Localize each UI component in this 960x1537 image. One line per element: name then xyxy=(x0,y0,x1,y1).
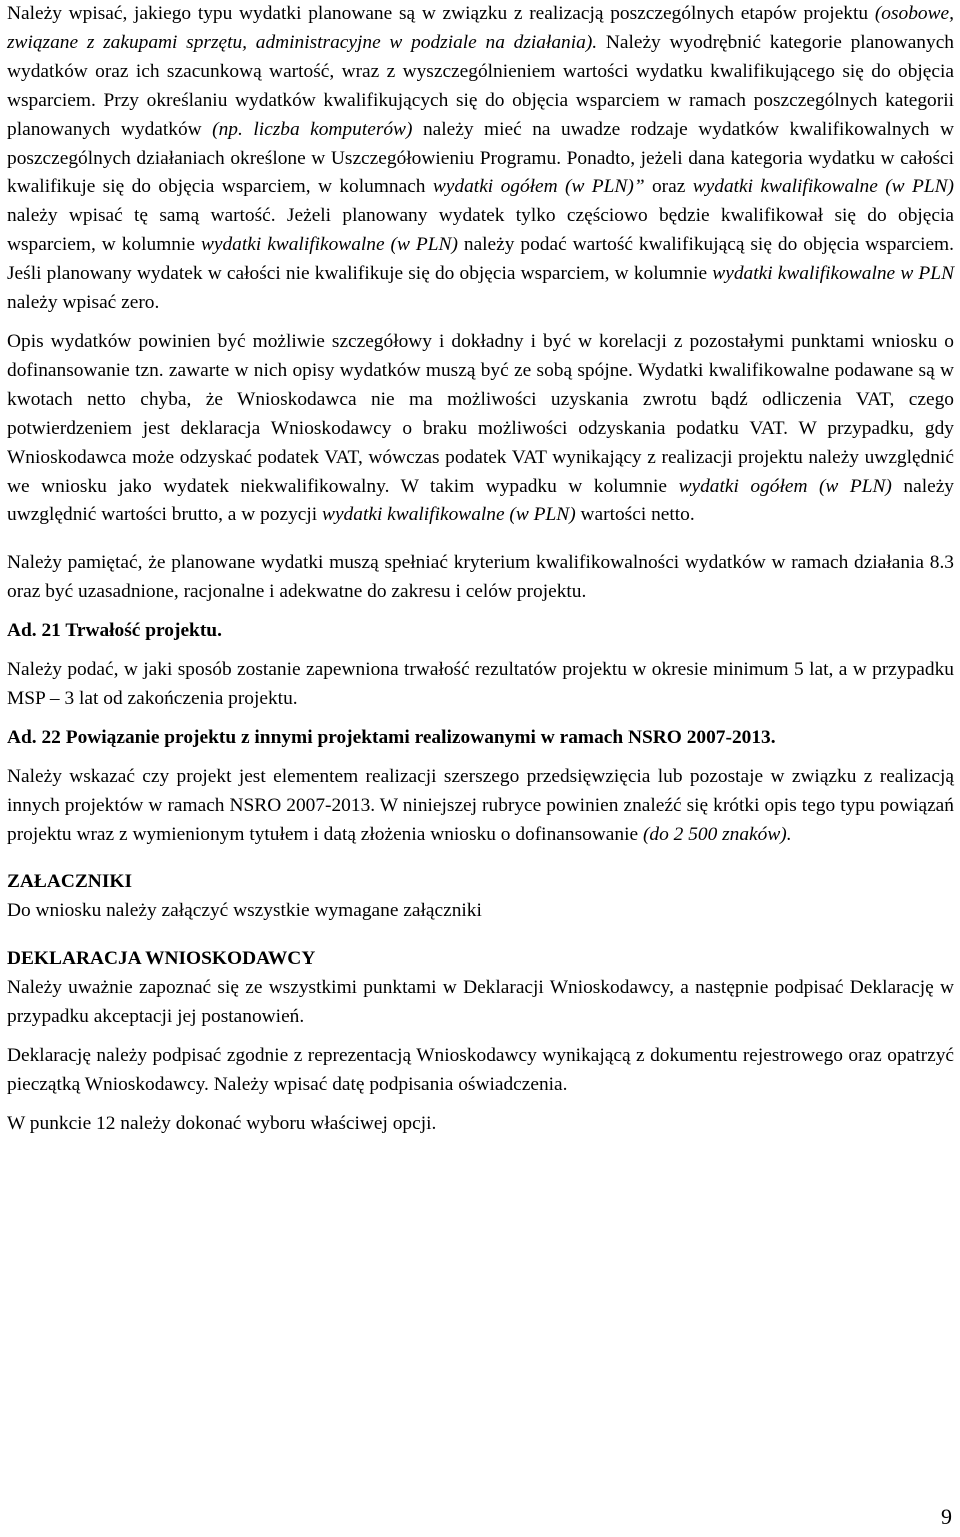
attachments-paragraph: Do wniosku należy załączyć wszystkie wymagane załączniki xyxy=(7,900,482,922)
declaration-heading: DEKLARACJA WNIOSKODAWCY xyxy=(7,948,316,970)
italic-run: (np. liczba komputerów) xyxy=(212,118,413,140)
text-run: Należy wyodrębnić kategorie planowanych wydatków oraz ich szacunkową wartość, wraz z wyszczególnieniem wartości wydatku kwalifikującego się do objęcia wsparciem. Przy określaniu wydatków kwalifikujących się do objęcia wsparciem w ramach poszczególnych kategorii planowanych wydatków xyxy=(7,31,954,140)
italic-run: wydatki kwalifikowalne (w PLN) xyxy=(322,504,576,526)
signature-paragraph: Deklarację należy podpisać zgodnie z reprezentacją Wnioskodawcy wynikającą z dokumentu rejestrowego oraz opatrzyć pieczątką Wnioskodawcy. Należy wpisać datę podpisania oświadczenia. xyxy=(7,1045,954,1095)
expense-description-paragraph xyxy=(7,328,954,530)
text-run: należy wpisać zero. xyxy=(7,292,160,314)
expenses-paragraph xyxy=(7,0,954,318)
page-number: 9 xyxy=(941,1504,952,1529)
italic-run: wydatki kwalifikowalne (w PLN) xyxy=(200,234,458,256)
text-run: należy mieć na uwadze rodzaje wydatków kwalifikowalnych w poszczególnych działaniach określone w Uszczegółowieniu Programu. Ponadto, jeżeli dana kategoria wydatku w całości kwalifikuje się do objęcia wsparciem, w kolumnach xyxy=(7,118,954,198)
italic-run: wydatki kwalifikowalne (w PLN) xyxy=(692,176,954,198)
attachments-heading: ZAŁACZNIKI xyxy=(7,871,132,893)
option-paragraph: W punkcie 12 należy dokonać wyboru właściwej opcji. xyxy=(7,1112,437,1134)
italic-run: wydatki kwalifikowalne w PLN xyxy=(712,263,954,285)
text-run: Należy wpisać, jakiego typu wydatki planowane są w związku z realizacją poszczególnych etapów projektu xyxy=(7,3,875,24)
section-heading-22: Ad. 22 Powiązanie projektu z innymi projektami realizowanymi w ramach NSRO 2007-2013. xyxy=(7,726,776,748)
text-run: Opis wydatków powinien być możliwie szczegółowy i dokładny i być w korelacji z pozostałymi punktami wniosku o dofinansowanie tzn. zawarte w nich opisy wydatków muszą być ze sobą spójne. Wydatki kwalifikowalne podawane są w kwotach netto chyba, że Wnioskodawca nie ma możliwości uzyskania zwrotu bądź odliczenia VAT, czego potwierdzeniem jest deklaracja Wnioskodawcy o braku możliwości odzyskania podatku VAT. W przypadku, gdy Wnioskodawca może odzyskać podatek VAT, wówczas podatek VAT wynikający z realizacji projektu należy uwzględnić we wniosku jako wydatek niekwalifikowalny. W takim wypadku w kolumnie xyxy=(7,330,954,497)
declaration-paragraph: Należy uważnie zapoznać się ze wszystkimi punktami w Deklaracji Wnioskodawcy, a następnie podpisać Deklarację w przypadku akceptacji jej postanowień. xyxy=(7,977,954,1028)
italic-run: wydatki ogółem (w PLN) xyxy=(678,475,892,497)
section-heading-21: Ad. 21 Trwałość projektu. xyxy=(7,620,222,642)
italic-run: (osobowe, związane z zakupami sprzętu, administracyjne w podziale na działania). xyxy=(7,3,954,53)
eligibility-paragraph: Należy pamiętać, że planowane wydatki muszą spełniać kryterium kwalifikowalności wydatków w ramach działania 8.3 oraz być uzasadnione, racjonalne i adekwatne do zakresu i celów projektu. xyxy=(7,552,954,603)
italic-run: (do 2 500 znaków). xyxy=(642,823,792,845)
document-page xyxy=(7,0,954,1139)
italic-run: wydatki ogółem (w PLN)” xyxy=(432,176,645,198)
related-projects-paragraph xyxy=(7,763,954,850)
text-run: należy uwzględnić wartości brutto, a w pozycji xyxy=(7,475,954,526)
text-run: oraz xyxy=(644,176,693,198)
text-run: należy podać wartość kwalifikującą się do objęcia wsparciem. Jeśli planowany wydatek w całości nie kwalifikuje się do objęcia wsparciem, w kolumnie xyxy=(7,234,954,285)
text-run: należy wpisać tę samą wartość. Jeżeli planowany wydatek tylko częściowo będzie kwalifikował się do objęcia wsparciem, w kolumnie xyxy=(7,205,954,256)
text-run: Należy wskazać czy projekt jest elementem realizacji szerszego przedsięwzięcia lub pozostaje w związku z realizacją innych projektów w ramach NSRO 2007-2013. W niniejszej rubryce powinien znaleźć się krótki opis tego typu powiązań projektu wraz z wymienionym tytułem i datą złożenia wniosku o dofinansowanie xyxy=(7,765,954,845)
text-run: wartości netto. xyxy=(575,504,695,526)
durability-paragraph: Należy podać, w jaki sposób zostanie zapewniona trwałość rezultatów projektu w okresie minimum 5 lat, a w przypadku MSP – 3 lat od zakończenia projektu. xyxy=(7,659,954,709)
